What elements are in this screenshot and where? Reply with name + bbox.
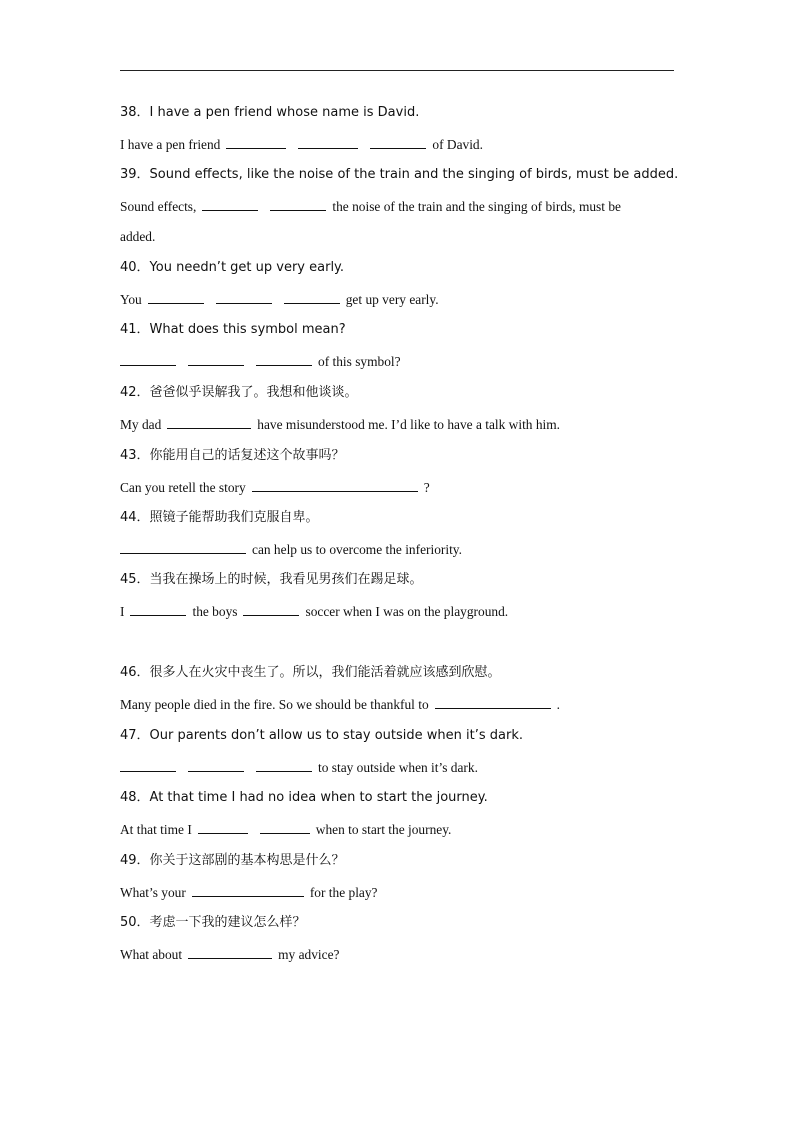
answer-text: the noise of the train and the singing of birds, must be <box>332 199 621 214</box>
answer-text: the boys <box>192 604 238 619</box>
answer-blank[interactable] <box>202 198 258 211</box>
question-prompt-42: 42．爸爸似乎误解我了。我想和他谈谈。 <box>120 385 358 400</box>
answer-line-continued: added. <box>120 229 156 244</box>
answer-text: to stay outside when it’s dark. <box>318 760 478 775</box>
answer-line-40 <box>120 291 439 308</box>
answer-text: I <box>120 604 125 619</box>
answer-text: At that time I <box>120 822 192 837</box>
answer-blank[interactable] <box>188 353 244 366</box>
answer-line-45 <box>120 603 508 620</box>
answer-blank[interactable] <box>256 353 312 366</box>
question-prompt-47: 47．Our parents don’t allow us to stay outside when it’s dark. <box>120 728 523 743</box>
question-prompt-44: 44．照镜子能帮助我们克服自卑。 <box>120 510 319 525</box>
answer-blank[interactable] <box>188 946 272 959</box>
answer-line-42 <box>120 416 560 433</box>
answer-line-49 <box>120 884 378 901</box>
question-prompt-48: 48．At that time I had no idea when to start the journey. <box>120 790 488 805</box>
answer-text: . <box>556 697 561 712</box>
answer-blank[interactable] <box>370 136 426 149</box>
answer-text: of David. <box>432 137 483 152</box>
answer-line-41 <box>120 353 401 370</box>
answer-text: get up very early. <box>345 292 439 307</box>
answer-line-47 <box>120 759 478 776</box>
answer-text: of this symbol? <box>318 354 401 369</box>
question-prompt-45: 45．当我在操场上的时候，我看见男孩们在踢足球。 <box>120 572 423 587</box>
answer-blank[interactable] <box>270 198 326 211</box>
answer-blank[interactable] <box>260 821 310 834</box>
answer-text: You <box>120 292 142 307</box>
answer-text: my advice? <box>278 947 340 962</box>
answer-text: ? <box>423 480 430 495</box>
answer-line-46 <box>120 696 560 713</box>
header-rule <box>120 70 674 71</box>
answer-blank[interactable] <box>216 291 272 304</box>
question-prompt-39: 39．Sound effects, like the noise of the train and the singing of birds, must be added. <box>120 167 679 182</box>
answer-blank[interactable] <box>256 759 312 772</box>
answer-text: have misunderstood me. I’d like to have a talk with him. <box>257 417 561 432</box>
answer-text: What about <box>120 947 183 962</box>
answer-blank[interactable] <box>243 603 299 616</box>
answer-text: for the play? <box>309 885 378 900</box>
answer-line-43 <box>120 479 430 496</box>
answer-text: soccer when I was on the playground. <box>305 604 509 619</box>
question-prompt-46: 46．很多人在火灾中丧生了。所以，我们能活着就应该感到欣慰。 <box>120 665 501 680</box>
answer-blank[interactable] <box>226 136 286 149</box>
question-prompt-50: 50．考虑一下我的建议怎么样？ <box>120 915 306 930</box>
answer-blank[interactable] <box>148 291 204 304</box>
answer-blank[interactable] <box>198 821 248 834</box>
answer-text: Many people died in the fire. So we should be thankful to <box>120 697 429 712</box>
answer-line-38 <box>120 136 483 153</box>
question-prompt-49: 49．你关于这部剧的基本构思是什么？ <box>120 853 345 868</box>
answer-blank[interactable] <box>130 603 186 616</box>
answer-text: Can you retell the story <box>120 480 246 495</box>
answer-blank[interactable] <box>120 759 176 772</box>
answer-blank[interactable] <box>120 353 176 366</box>
answer-blank[interactable] <box>167 416 251 429</box>
answer-blank[interactable] <box>298 136 358 149</box>
question-prompt-38: 38．I have a pen friend whose name is David. <box>120 105 420 120</box>
answer-blank[interactable] <box>188 759 244 772</box>
question-prompt-43: 43．你能用自己的话复述这个故事吗？ <box>120 448 345 463</box>
answer-line-50 <box>120 946 339 963</box>
question-prompt-40: 40．You needn’t get up very early. <box>120 260 345 275</box>
answer-line-39 <box>120 198 621 215</box>
answer-text: Sound effects, <box>120 199 197 214</box>
answer-line-48 <box>120 821 451 838</box>
answer-text: I have a pen friend <box>120 137 221 152</box>
answer-blank[interactable] <box>252 479 418 492</box>
answer-line-44 <box>120 541 462 558</box>
answer-blank[interactable] <box>120 541 246 554</box>
answer-text: What’s your <box>120 885 186 900</box>
answer-text: when to start the journey. <box>315 822 452 837</box>
answer-text: My dad <box>120 417 162 432</box>
answer-blank[interactable] <box>284 291 340 304</box>
question-prompt-41: 41．What does this symbol mean? <box>120 322 346 337</box>
answer-blank[interactable] <box>192 884 304 897</box>
answer-text: can help us to overcome the inferiority. <box>252 542 462 557</box>
answer-blank[interactable] <box>435 696 551 709</box>
